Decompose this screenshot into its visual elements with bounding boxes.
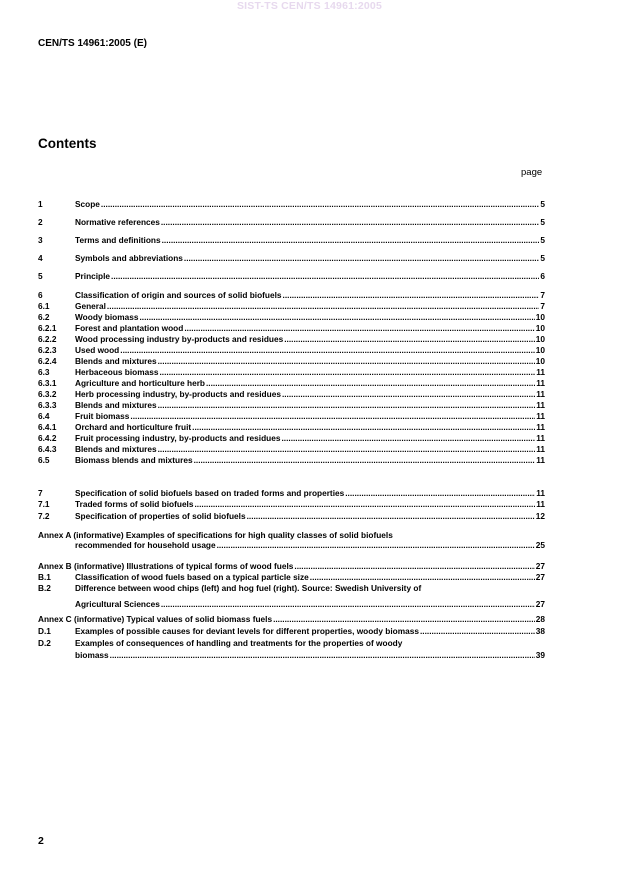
toc-entry-page: 27 [535, 598, 545, 609]
toc-entry-number: D.1 [38, 626, 51, 636]
toc-entry-title: Specification of solid biofuels based on traded forms and properties [75, 488, 345, 498]
toc-entry-number: B.2 [38, 583, 51, 593]
toc-entry-title: Fruit biomass [75, 411, 130, 421]
toc-entry-page: 5 [540, 253, 545, 263]
toc-entry-page: 25 [535, 539, 545, 550]
leader-dots [111, 272, 539, 282]
toc-entry-title: Used wood [75, 345, 120, 355]
toc-entry-title: Annex A (informative) Examples of specifications for high quality classes of solid biofuels [38, 530, 393, 540]
toc-entry-title: Annex C (informative) Typical values of solid biomass fuels [38, 614, 273, 624]
leader-dots [281, 434, 535, 444]
leader-dots [273, 615, 535, 625]
toc-entry-number: B.1 [38, 572, 51, 582]
leader-dots [194, 500, 535, 510]
toc-entry-page: 11 [536, 455, 545, 465]
toc-entry-title: Terms and definitions [75, 235, 161, 245]
toc-entry-page: 10 [535, 345, 545, 355]
toc-entry-annex-b[interactable] [38, 562, 545, 572]
toc-entry-number: 6 [38, 290, 43, 300]
toc-entry-title: Biomass blends and mixtures [75, 455, 193, 465]
toc-entry-page: 11 [536, 378, 545, 388]
leader-dots [107, 302, 539, 312]
toc-entry[interactable] [38, 445, 545, 455]
toc-entry-page: 11 [536, 499, 545, 509]
toc-entry-number: 7.1 [38, 499, 50, 509]
contents-title: Contents [38, 136, 97, 151]
toc-entry-title: Difference between wood chips (left) and hog fuel (right). Source: Swedish University of [75, 583, 422, 593]
toc-entry[interactable] [38, 218, 545, 228]
toc-entry-title: Examples of possible causes for deviant levels for different properties, woody biomass [75, 626, 419, 636]
toc-entry-annex-c[interactable] [38, 615, 545, 625]
toc-entry-number: 1 [38, 199, 43, 209]
toc-entry-number: 6.1 [38, 301, 50, 311]
toc-entry-title: Herb processing industry, by-products and residues [75, 389, 281, 399]
toc-entry[interactable] [38, 357, 545, 367]
toc-entry-number: 6.2.3 [38, 345, 57, 355]
toc-entry[interactable] [38, 390, 545, 400]
toc-entry-page: 5 [540, 217, 545, 227]
toc-entry-title: Classification of wood fuels based on a typical particle size [75, 572, 309, 582]
toc-entry-page: 11 [536, 389, 545, 399]
document-id: CEN/TS 14961:2005 (E) [38, 38, 147, 49]
toc-entry-title: Normative references [75, 217, 160, 227]
toc-entry[interactable] [38, 500, 545, 510]
toc-entry-title: Forest and plantation wood [75, 323, 184, 333]
toc-entry-title: Symbols and abbreviations [75, 253, 183, 263]
toc-entry-title: Herbaceous biomass [75, 367, 159, 377]
toc-entry-title: Blends and mixtures [75, 400, 157, 410]
toc-entry-number: 6.2.2 [38, 334, 57, 344]
toc-entry[interactable] [38, 254, 545, 264]
toc-entry-number: 6.4.2 [38, 433, 57, 443]
leader-dots [101, 200, 539, 210]
toc-entry-title: Annex B (informative) Illustrations of typical forms of wood fuels [38, 561, 294, 571]
leader-dots [158, 445, 536, 455]
leader-dots [159, 368, 535, 378]
toc-entry-page: 10 [535, 323, 545, 333]
toc-entry-number: 6.2 [38, 312, 50, 322]
toc-entry[interactable] [38, 346, 545, 356]
toc-entry-number: D.2 [38, 638, 51, 648]
toc-entry[interactable] [38, 335, 545, 345]
toc-entry-title: Orchard and horticulture fruit [75, 422, 192, 432]
leader-dots [194, 456, 536, 466]
watermark: SIST-TS CEN/TS 14961:2005 [236, 0, 383, 12]
toc-entry-title: Examples of consequences of handling and treatments for the properties of woody [75, 638, 403, 648]
toc-entry-number: 6.3.1 [38, 378, 57, 388]
toc-entry-b1[interactable] [38, 573, 545, 583]
toc-entry-title: Wood processing industry by-products and residues [75, 334, 284, 344]
leader-dots [161, 218, 540, 228]
leader-dots [284, 335, 535, 345]
toc-entry[interactable] [38, 489, 545, 499]
toc-entry-d2[interactable] [38, 639, 545, 660]
leader-dots [206, 379, 535, 389]
toc-entry-page: 27 [535, 561, 545, 571]
toc-entry[interactable] [38, 423, 545, 433]
toc-entry[interactable] [38, 200, 545, 210]
toc-entry[interactable] [38, 236, 545, 246]
toc-entry-page: 10 [535, 334, 545, 344]
toc-entry-page: 11 [536, 400, 545, 410]
toc-entry-page: 11 [536, 367, 545, 377]
toc-entry-title: Woody biomass [75, 312, 139, 322]
toc-entry-title: Classification of origin and sources of solid biofuels [75, 290, 282, 300]
toc-entry-title: General [75, 301, 106, 311]
toc-entry-number: 2 [38, 217, 43, 227]
leader-dots [130, 412, 535, 422]
toc-entry[interactable] [38, 401, 545, 411]
toc-entry-title: Blends and mixtures [75, 356, 157, 366]
toc-entry-page: 38 [535, 626, 545, 636]
toc-entry-page: 39 [535, 649, 545, 660]
toc-entry[interactable] [38, 313, 545, 323]
toc-entry-number: 6.3.3 [38, 400, 57, 410]
toc-entry-title: Principle [75, 271, 111, 281]
toc-entry-number: 5 [38, 271, 43, 281]
toc-entry-number: 6.3.2 [38, 389, 57, 399]
toc-entry-page: 11 [536, 411, 545, 421]
toc-entry[interactable] [38, 412, 545, 422]
leader-dots [282, 390, 535, 400]
toc-entry[interactable] [38, 512, 545, 522]
toc-entry-page: 11 [536, 488, 545, 498]
leader-dots [420, 627, 535, 637]
toc-entry-title: Traded forms of solid biofuels [75, 499, 194, 509]
toc-entry[interactable] [38, 272, 545, 282]
toc-entry-page: 7 [540, 290, 545, 300]
toc-entry-title-cont: biomass [75, 649, 109, 660]
leader-dots [283, 291, 540, 301]
leader-dots [158, 357, 535, 367]
toc-entry-page: 5 [540, 235, 545, 245]
footer-page-number: 2 [38, 835, 44, 847]
toc-entry-title: Fruit processing industry, by-products and residues [75, 433, 281, 443]
toc-entry-page: 10 [535, 356, 545, 366]
leader-dots [158, 401, 536, 411]
toc-entry-page: 28 [535, 614, 545, 624]
toc-entry-number: 6.5 [38, 455, 50, 465]
leader-dots [162, 236, 540, 246]
toc-entry-page: 11 [536, 444, 545, 454]
toc-entry-number: 6.2.1 [38, 323, 57, 333]
toc-entry-page: 5 [540, 199, 545, 209]
toc-entry-number: 6.4.3 [38, 444, 57, 454]
toc-entry-b2[interactable] [38, 584, 545, 609]
leader-dots [139, 313, 534, 323]
toc-entry[interactable] [38, 302, 545, 312]
toc-entry[interactable] [38, 368, 545, 378]
page-column-label: page [521, 167, 543, 178]
toc-entry-page: 27 [535, 572, 545, 582]
toc-entry-page: 11 [536, 422, 545, 432]
toc-entry-page: 10 [535, 312, 545, 322]
toc-entry-number: 7 [38, 488, 43, 498]
leader-dots [110, 651, 535, 661]
toc-entry-title: Scope [75, 199, 100, 209]
leader-dots [161, 600, 535, 610]
toc-entry[interactable] [38, 379, 545, 389]
toc-entry-number: 3 [38, 235, 43, 245]
toc-entry-title: Specification of properties of solid biofuels [75, 511, 246, 521]
toc-entry-title-cont: recommended for household usage [75, 539, 216, 550]
toc-entry[interactable] [38, 324, 545, 334]
leader-dots [310, 573, 535, 583]
leader-dots [184, 324, 534, 334]
toc-entry-title: Blends and mixtures [75, 444, 157, 454]
toc-entry-page: 7 [540, 301, 545, 311]
toc-entry[interactable] [38, 291, 545, 301]
toc-entry-title-cont: Agricultural Sciences [75, 598, 160, 609]
toc-entry-annex-a[interactable] [38, 531, 545, 550]
toc-entry-d1[interactable] [38, 627, 545, 637]
leader-dots [345, 489, 535, 499]
toc-entry[interactable] [38, 456, 545, 466]
toc-entry-number: 6.4 [38, 411, 50, 421]
toc-entry-title: Agriculture and horticulture herb [75, 378, 205, 388]
toc-entry-number: 6.2.4 [38, 356, 57, 366]
leader-dots [217, 541, 535, 551]
toc-entry-number: 6.4.1 [38, 422, 57, 432]
leader-dots [192, 423, 535, 433]
toc-entry-page: 6 [540, 271, 545, 281]
leader-dots [247, 512, 535, 522]
toc-entry-number: 7.2 [38, 511, 50, 521]
leader-dots [294, 562, 534, 572]
toc-entry-page: 12 [535, 511, 545, 521]
leader-dots [120, 346, 535, 356]
toc-entry-number: 6.3 [38, 367, 50, 377]
toc-entry-number: 4 [38, 253, 43, 263]
toc-entry-page: 11 [536, 433, 545, 443]
leader-dots [184, 254, 539, 264]
toc-entry[interactable] [38, 434, 545, 444]
